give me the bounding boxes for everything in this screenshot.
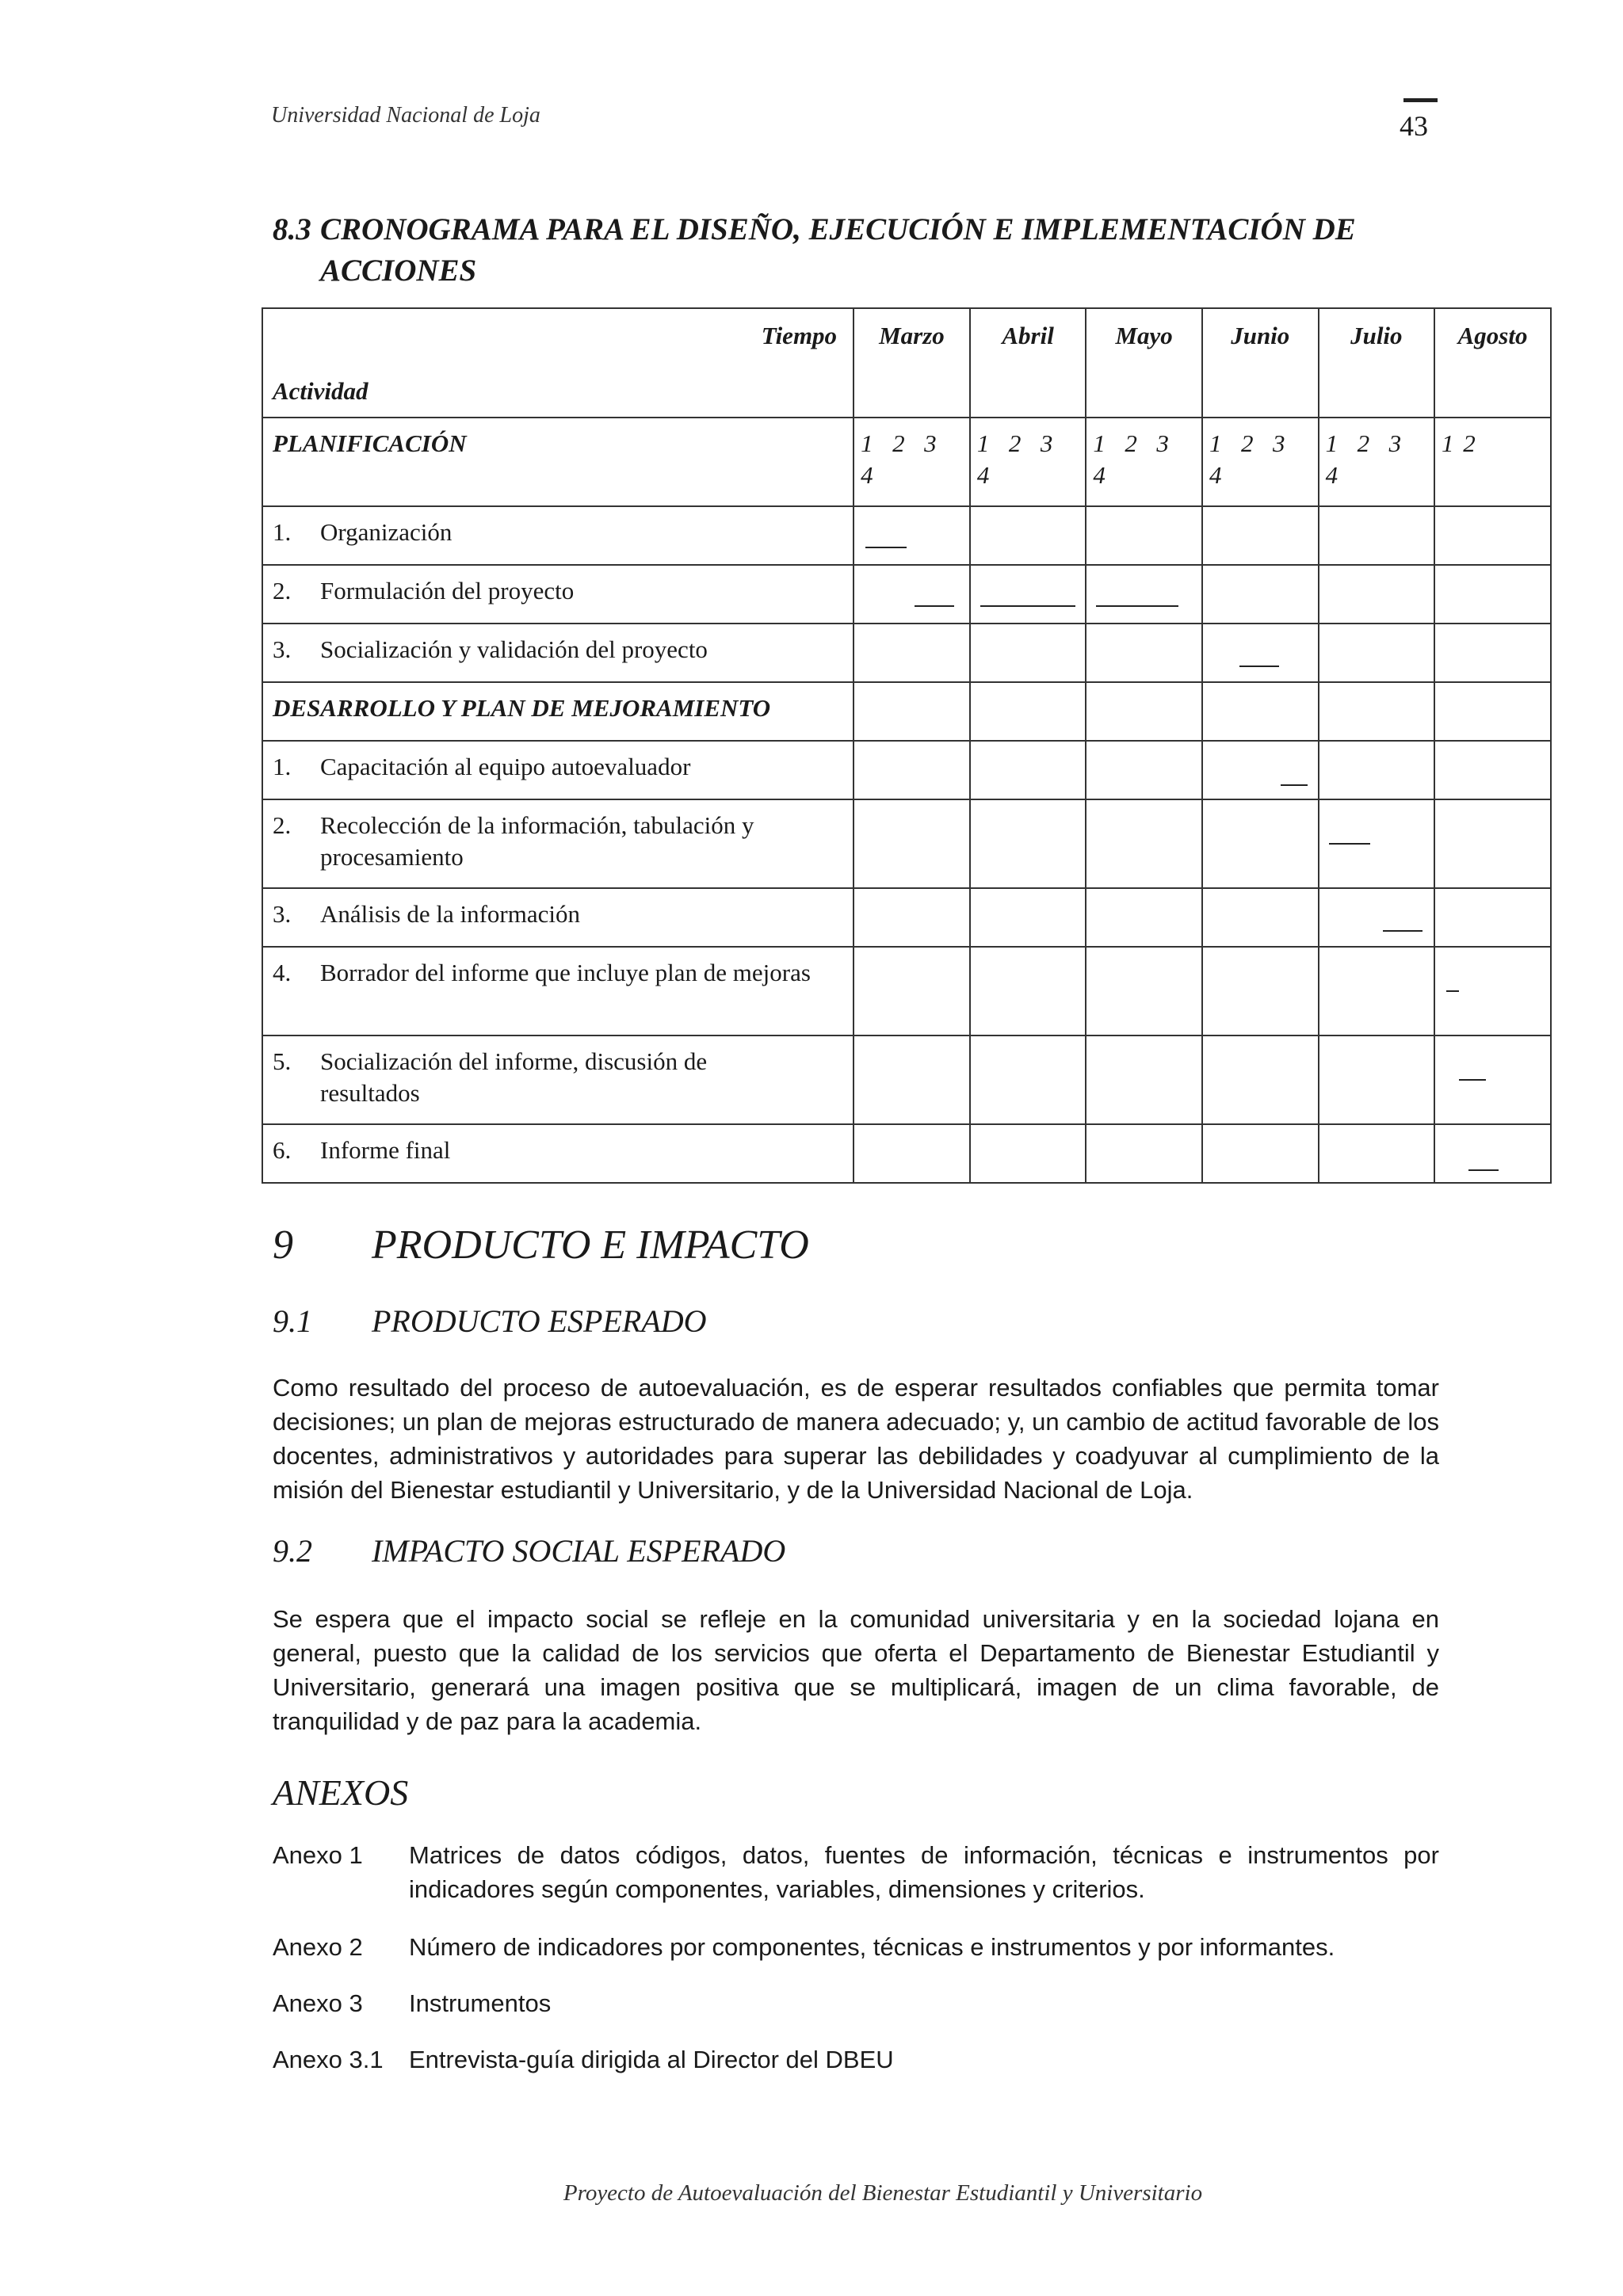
section-9-2-heading: 9.2 IMPACTO SOCIAL ESPERADO [273, 1533, 786, 1569]
week-numbers: 1 2 3 4 [854, 418, 970, 506]
schedule-cell [854, 506, 970, 565]
schedule-cell [1086, 799, 1202, 888]
activity-cell: 4. Borrador del informe que incluye plan de mejoras [262, 947, 854, 1035]
schedule-cell [1202, 506, 1319, 565]
schedule-cell [1086, 565, 1202, 624]
schedule-cell [1086, 506, 1202, 565]
schedule-cell [1086, 1124, 1202, 1183]
schedule-cell [854, 565, 970, 624]
schedule-cell [1434, 741, 1551, 799]
table-row [262, 624, 1551, 682]
schedule-cell [970, 888, 1086, 947]
schedule-cell [854, 1035, 970, 1124]
table-row [262, 947, 1551, 1035]
schedule-cell [1086, 682, 1202, 741]
schedule-cell [1319, 888, 1434, 947]
schedule-cell [1202, 799, 1319, 888]
tiempo-label: Tiempo [761, 322, 838, 349]
schedule-cell [970, 506, 1086, 565]
annex-item [273, 1930, 1439, 1966]
schedule-cell [1319, 565, 1434, 624]
week-numbers: 1 2 3 4 [1086, 418, 1202, 506]
header-activity-cell [262, 308, 854, 418]
table-row [262, 1035, 1551, 1124]
schedule-bar [980, 605, 1075, 607]
running-header: Universidad Nacional de Loja [271, 103, 540, 128]
section-9-heading: 9 PRODUCTO E IMPACTO [273, 1222, 809, 1268]
schedule-cell [1434, 947, 1551, 1035]
section-8-3-title [273, 209, 1461, 292]
schedule-cell [1202, 682, 1319, 741]
section-9-1-heading: 9.1 PRODUCTO ESPERADO [273, 1303, 707, 1339]
schedule-bar [1239, 666, 1279, 667]
schedule-cell [854, 1124, 970, 1183]
annex-item [273, 1986, 1439, 2022]
schedule-cell [1086, 1035, 1202, 1124]
schedule-cell [1319, 506, 1434, 565]
table-header-row [262, 308, 1551, 418]
table-row [262, 565, 1551, 624]
annex-label: Anexo 3 [273, 1989, 363, 2017]
schedule-cell [970, 947, 1086, 1035]
schedule-table [262, 307, 1552, 1184]
category-row [262, 418, 1551, 506]
schedule-cell [970, 682, 1086, 741]
schedule-cell [854, 741, 970, 799]
month-header: Abril [970, 308, 1086, 418]
schedule-cell [970, 624, 1086, 682]
month-header: Agosto [1434, 308, 1551, 418]
schedule-cell [1434, 682, 1551, 741]
schedule-cell [854, 888, 970, 947]
annex-item [273, 1838, 1439, 1909]
annex-label: Anexo 1 [273, 1841, 363, 1869]
schedule-cell [1319, 1124, 1434, 1183]
annex-text: Instrumentos [409, 1989, 552, 2017]
schedule-bar [1459, 1079, 1486, 1081]
schedule-cell [1202, 888, 1319, 947]
schedule-cell [1319, 741, 1434, 799]
activity-cell: 1. Organización [262, 506, 854, 565]
schedule-cell [1434, 1124, 1551, 1183]
schedule-bar [1096, 605, 1178, 607]
schedule-cell [970, 1035, 1086, 1124]
schedule-cell [1319, 624, 1434, 682]
schedule-bar [915, 605, 954, 607]
week-numbers: 1 2 [1434, 418, 1551, 506]
section-9-2-body: Se espera que el impacto social se refleje en la comunidad universitaria y en la sociedad lojana en general, puesto que la calidad de los servicios que oferta el Departamento de Bienestar Estudiantil y Universitario, generará una imagen positiva que se multiplicará, imagen de un clima favorable, de tranquilidad y de paz para la academia. [273, 1605, 1439, 1735]
schedule-cell [1434, 1035, 1551, 1124]
month-header: Junio [1202, 308, 1319, 418]
table-row [262, 741, 1551, 799]
activity-cell: 5. Socialización del informe, discusión de resultados [262, 1035, 854, 1124]
schedule-cell [1319, 1035, 1434, 1124]
anexos-heading: ANEXOS [273, 1772, 409, 1813]
table-row [262, 799, 1551, 888]
week-numbers: 1 2 3 4 [970, 418, 1086, 506]
section-number: 8.3 [273, 212, 311, 246]
section-title-line2: ACCIONES [320, 254, 477, 288]
schedule-cell [1434, 565, 1551, 624]
schedule-cell [1319, 799, 1434, 888]
annex-label: Anexo 3.1 [273, 2046, 384, 2073]
schedule-cell [970, 1124, 1086, 1183]
schedule-cell [1434, 888, 1551, 947]
schedule-cell [1086, 624, 1202, 682]
month-header: Julio [1319, 308, 1434, 418]
annex-label: Anexo 2 [273, 1933, 363, 1961]
schedule-cell [1434, 624, 1551, 682]
schedule-bar [865, 547, 907, 548]
activity-cell: 2. Recolección de la información, tabulación y procesamiento [262, 799, 854, 888]
schedule-cell [1086, 947, 1202, 1035]
running-footer: Proyecto de Autoevaluación del Bienestar Estudiantil y Universitario [563, 2180, 1203, 2206]
activity-cell: 3. Análisis de la información [262, 888, 854, 947]
week-numbers: 1 2 3 4 [1319, 418, 1434, 506]
schedule-cell [1202, 741, 1319, 799]
schedule-cell [970, 565, 1086, 624]
activity-cell: 2. Formulación del proyecto [262, 565, 854, 624]
schedule-cell [1202, 947, 1319, 1035]
activity-cell: 6. Informe final [262, 1124, 854, 1183]
schedule-cell [1434, 799, 1551, 888]
schedule-cell [1434, 506, 1551, 565]
schedule-cell [1319, 682, 1434, 741]
schedule-cell [854, 799, 970, 888]
annex-text: Matrices de datos códigos, datos, fuentes de información, técnicas e instrumentos por indicadores según componentes, variables, dimensiones y criterios. [409, 1841, 1439, 1903]
table-row [262, 506, 1551, 565]
section-9-1-body: Como resultado del proceso de autoevaluación, es de esperar resultados confiables que permita tomar decisiones; un plan de mejoras estructurado de manera adecuado; y, un cambio de actitud favorable de los docentes, administrativos y autoridades para superar las debilidades y coadyuvar al cumplimiento de la misión del Bienestar estudiantil y Universitario, y de la Universidad Nacional de Loja. [273, 1374, 1439, 1504]
schedule-cell [970, 799, 1086, 888]
schedule-cell [1202, 1035, 1319, 1124]
schedule-cell [1086, 888, 1202, 947]
schedule-cell [1202, 624, 1319, 682]
schedule-cell [1319, 947, 1434, 1035]
table-row [262, 1124, 1551, 1183]
schedule-cell [970, 741, 1086, 799]
category-label: DESARROLLO Y PLAN DE MEJORAMIENTO [262, 682, 854, 741]
annex-text: Número de indicadores por componentes, técnicas e instrumentos y por informantes. [409, 1933, 1335, 1961]
schedule-bar [1383, 930, 1423, 932]
page-number-rule [1403, 98, 1438, 102]
page-number: 43 [1400, 110, 1428, 142]
schedule-cell [1202, 565, 1319, 624]
category-label: PLANIFICACIÓN [262, 418, 854, 506]
week-numbers: 1 2 3 4 [1202, 418, 1319, 506]
schedule-cell [854, 682, 970, 741]
section-title-line1: CRONOGRAMA PARA EL DISEÑO, EJECUCIÓN E IMPLEMENTACIÓN DE [320, 212, 1356, 246]
annex-item [273, 2042, 1439, 2078]
actividad-label: Actividad [273, 377, 369, 405]
schedule-cell [1086, 741, 1202, 799]
annex-text: Entrevista-guía dirigida al Director del DBEU [409, 2046, 894, 2073]
schedule-cell [1202, 1124, 1319, 1183]
schedule-bar [1468, 1169, 1499, 1171]
schedule-bar [1446, 990, 1459, 992]
activity-cell: 3. Socialización y validación del proyecto [262, 624, 854, 682]
month-header: Marzo [854, 308, 970, 418]
schedule-bar [1329, 843, 1370, 845]
activity-cell: 1. Capacitación al equipo autoevaluador [262, 741, 854, 799]
schedule-bar [1281, 784, 1308, 786]
schedule-cell [854, 947, 970, 1035]
schedule-cell [854, 624, 970, 682]
month-header: Mayo [1086, 308, 1202, 418]
table-row [262, 888, 1551, 947]
category-row [262, 682, 1551, 741]
